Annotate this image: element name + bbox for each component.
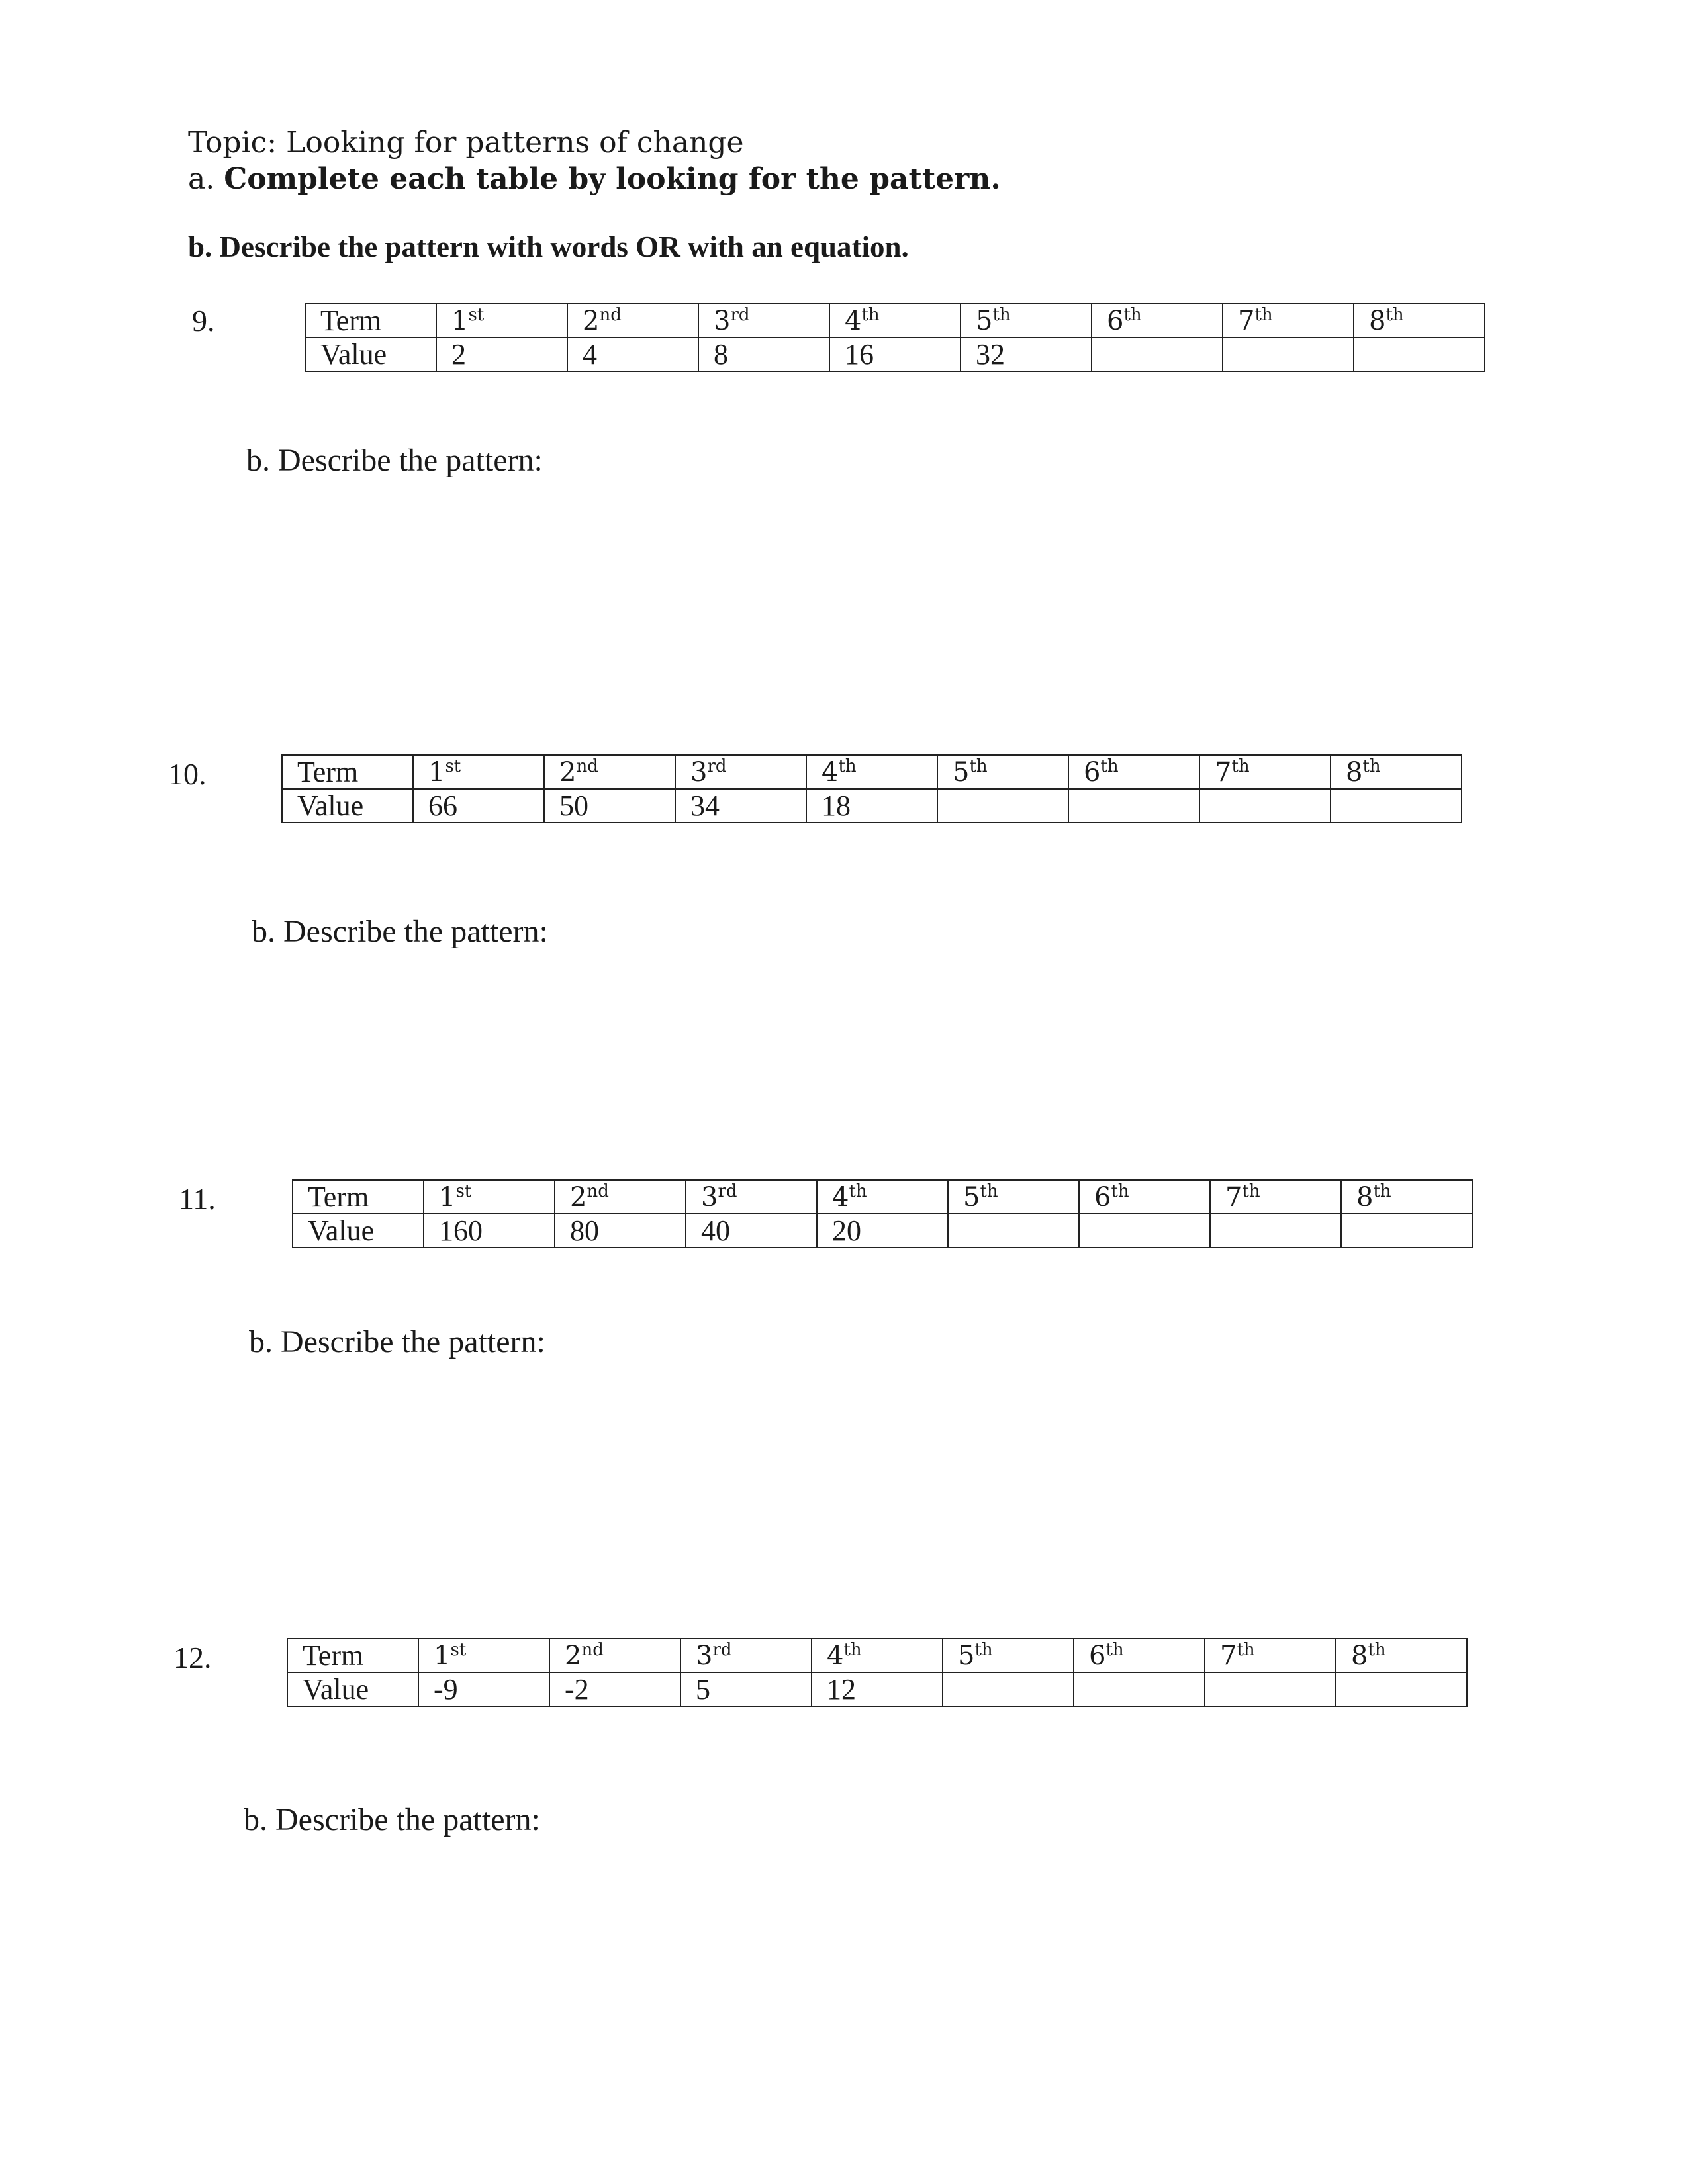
value-row	[282, 789, 1462, 823]
term-2: 2nd	[567, 304, 698, 338]
value-cell-5[interactable]	[937, 789, 1068, 823]
value-cell-8[interactable]	[1336, 1672, 1467, 1706]
value-label: Value	[287, 1672, 418, 1706]
term-4: 4th	[806, 755, 937, 789]
describe-prompt-11: b. Describe the pattern:	[249, 1324, 545, 1359]
value-cell-3: 34	[675, 789, 806, 823]
value-cell-6[interactable]	[1079, 1214, 1210, 1248]
value-cell-3: 40	[686, 1214, 817, 1248]
term-5: 5th	[961, 304, 1092, 338]
term-label: Term	[305, 304, 436, 338]
term-8: 8th	[1331, 755, 1462, 789]
value-cell-2: 4	[567, 338, 698, 371]
value-cell-4: 20	[817, 1214, 948, 1248]
term-5: 5th	[937, 755, 1068, 789]
value-cell-8[interactable]	[1331, 789, 1462, 823]
term-label: Term	[282, 755, 413, 789]
term-3: 3rd	[675, 755, 806, 789]
term-7: 7th	[1223, 304, 1354, 338]
term-8: 8th	[1341, 1180, 1472, 1214]
value-cell-3: 5	[680, 1672, 812, 1706]
value-row	[287, 1672, 1467, 1706]
term-row	[305, 304, 1485, 338]
value-cell-7[interactable]	[1199, 789, 1331, 823]
term-8: 8th	[1336, 1639, 1467, 1672]
value-label: Value	[282, 789, 413, 823]
value-cell-6[interactable]	[1092, 338, 1223, 371]
term-7: 7th	[1205, 1639, 1336, 1672]
term-5: 5th	[948, 1180, 1079, 1214]
term-1: 1st	[424, 1180, 555, 1214]
value-cell-7[interactable]	[1223, 338, 1354, 371]
term-7: 7th	[1210, 1180, 1341, 1214]
instruction-b: b. Describe the pattern with words OR with an equation.	[188, 230, 909, 263]
term-3: 3rd	[686, 1180, 817, 1214]
value-cell-4: 16	[829, 338, 961, 371]
term-7: 7th	[1199, 755, 1331, 789]
term-2: 2nd	[549, 1639, 680, 1672]
describe-prompt-10: b. Describe the pattern:	[252, 914, 548, 949]
value-cell-5[interactable]	[948, 1214, 1079, 1248]
term-5: 5th	[943, 1639, 1074, 1672]
value-cell-6[interactable]	[1074, 1672, 1205, 1706]
value-cell-8[interactable]	[1341, 1214, 1472, 1248]
term-4: 4th	[829, 304, 961, 338]
instruction-a-text: Complete each table by looking for the pattern.	[224, 162, 1001, 196]
topic-heading: Topic: Looking for patterns of change	[188, 126, 744, 159]
value-cell-6[interactable]	[1068, 789, 1199, 823]
value-cell-1: 66	[413, 789, 544, 823]
problem-number-12: 12.	[173, 1641, 212, 1674]
term-1: 1st	[436, 304, 567, 338]
value-cell-4: 12	[812, 1672, 943, 1706]
term-label: Term	[287, 1639, 418, 1672]
value-cell-7[interactable]	[1205, 1672, 1336, 1706]
term-6: 6th	[1074, 1639, 1205, 1672]
pattern-table-10	[281, 754, 1462, 823]
pattern-table-9	[305, 303, 1485, 372]
value-row	[293, 1214, 1472, 1248]
term-label: Term	[293, 1180, 424, 1214]
value-cell-4: 18	[806, 789, 937, 823]
value-label: Value	[293, 1214, 424, 1248]
pattern-table-11	[292, 1179, 1473, 1248]
instruction-a-prefix: a.	[188, 162, 215, 196]
pattern-table-12	[287, 1638, 1468, 1707]
value-cell-7[interactable]	[1210, 1214, 1341, 1248]
term-1: 1st	[413, 755, 544, 789]
problem-number-11: 11.	[179, 1182, 216, 1216]
term-3: 3rd	[680, 1639, 812, 1672]
term-2: 2nd	[544, 755, 675, 789]
describe-prompt-12: b. Describe the pattern:	[244, 1802, 540, 1837]
term-4: 4th	[817, 1180, 948, 1214]
term-3: 3rd	[698, 304, 829, 338]
term-4: 4th	[812, 1639, 943, 1672]
term-6: 6th	[1092, 304, 1223, 338]
problem-number-10: 10.	[168, 757, 207, 791]
describe-prompt-9: b. Describe the pattern:	[246, 443, 543, 478]
term-6: 6th	[1079, 1180, 1210, 1214]
value-cell-8[interactable]	[1354, 338, 1485, 371]
term-6: 6th	[1068, 755, 1199, 789]
term-row	[293, 1180, 1472, 1214]
problem-number-9: 9.	[192, 304, 215, 338]
term-2: 2nd	[555, 1180, 686, 1214]
term-8: 8th	[1354, 304, 1485, 338]
term-row	[287, 1639, 1467, 1672]
value-cell-2: 80	[555, 1214, 686, 1248]
value-cell-1: -9	[418, 1672, 549, 1706]
value-cell-2: -2	[549, 1672, 680, 1706]
term-1: 1st	[418, 1639, 549, 1672]
value-cell-5[interactable]	[943, 1672, 1074, 1706]
value-row	[305, 338, 1485, 371]
value-cell-1: 160	[424, 1214, 555, 1248]
value-cell-1: 2	[436, 338, 567, 371]
value-cell-3: 8	[698, 338, 829, 371]
value-cell-2: 50	[544, 789, 675, 823]
value-cell-5: 32	[961, 338, 1092, 371]
term-row	[282, 755, 1462, 789]
value-label: Value	[305, 338, 436, 371]
instruction-a	[188, 162, 1001, 196]
